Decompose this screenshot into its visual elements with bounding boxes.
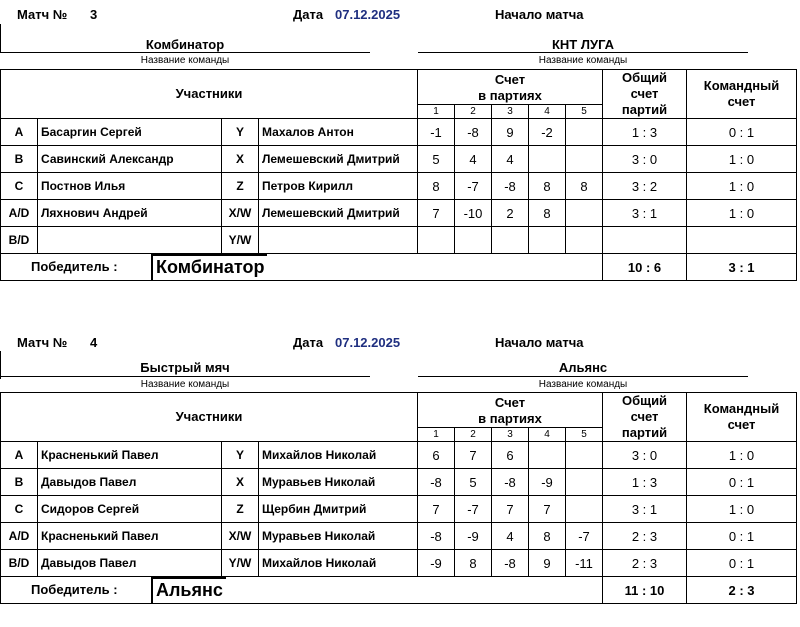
game-score (455, 227, 492, 254)
position-right: Z (222, 173, 259, 200)
player-right: Лемешевский Дмитрий (259, 200, 418, 227)
game-score: -11 (566, 550, 603, 577)
game-score: -8 (492, 550, 529, 577)
match-label: Матч № (17, 7, 68, 22)
player-left: Басаргин Сергей (38, 119, 222, 146)
total-header: Общий счет партий (603, 70, 687, 119)
team-left-caption: Название команды (140, 55, 230, 66)
game-score (492, 227, 529, 254)
winner-label: Победитель : (31, 582, 118, 597)
games-total: 3 : 0 (603, 442, 687, 469)
games-total (603, 227, 687, 254)
position-left: B/D (1, 227, 38, 254)
position-right: X (222, 146, 259, 173)
game-score (566, 119, 603, 146)
position-left: C (1, 173, 38, 200)
table-row (1, 550, 797, 577)
game-number: 4 (529, 428, 566, 442)
game-number: 5 (566, 428, 603, 442)
team-left-caption: Название команды (140, 379, 230, 390)
position-left: B/D (1, 550, 38, 577)
games-total: 3 : 1 (603, 200, 687, 227)
game-number: 2 (455, 105, 492, 119)
team-score: 0 : 1 (687, 469, 797, 496)
game-score: -1 (418, 119, 455, 146)
table-row (1, 227, 797, 254)
total-header: Общий счет партий (603, 393, 687, 442)
game-score: 5 (418, 146, 455, 173)
team-score: 1 : 0 (687, 200, 797, 227)
player-left: Сидоров Сергей (38, 496, 222, 523)
team-score-header: Командный счет (687, 393, 797, 442)
team-score: 1 : 0 (687, 496, 797, 523)
game-score: 9 (492, 119, 529, 146)
match-block (0, 0, 800, 300)
winner-label: Победитель : (31, 259, 118, 274)
player-left: Ляхнович Андрей (38, 200, 222, 227)
table-row (1, 173, 797, 200)
player-right: Михайлов Николай (259, 550, 418, 577)
game-score (566, 496, 603, 523)
table-cell (418, 577, 603, 604)
table-cell (1, 577, 418, 604)
game-score: 7 (529, 496, 566, 523)
game-score: 8 (566, 173, 603, 200)
game-number: 3 (492, 428, 529, 442)
position-left: A (1, 119, 38, 146)
winner-name: Альянс (151, 577, 226, 604)
start-label: Начало матча (495, 335, 584, 350)
player-left (38, 227, 222, 254)
score-table (0, 69, 797, 281)
score-table (0, 392, 797, 604)
game-score: 8 (529, 173, 566, 200)
player-right: Лемешевский Дмитрий (259, 146, 418, 173)
game-score: -8 (455, 119, 492, 146)
date-label: Дата (293, 335, 324, 350)
game-score (418, 227, 455, 254)
table-row (1, 146, 797, 173)
team-left-name: Комбинатор (145, 37, 225, 52)
games-total: 3 : 1 (603, 496, 687, 523)
table-row (1, 442, 797, 469)
table-row (1, 119, 797, 146)
game-score: 8 (455, 550, 492, 577)
participants-header: Участники (1, 393, 418, 442)
team-score (687, 227, 797, 254)
team-right-caption: Название команды (538, 55, 628, 66)
team-right-name: КНТ ЛУГА (551, 37, 615, 52)
game-score: 8 (529, 200, 566, 227)
match-number: 4 (90, 335, 98, 350)
game-number: 3 (492, 105, 529, 119)
player-right (259, 227, 418, 254)
game-score: 5 (455, 469, 492, 496)
game-score: -10 (455, 200, 492, 227)
team-score: 1 : 0 (687, 173, 797, 200)
player-right: Муравьев Николай (259, 523, 418, 550)
player-left: Давыдов Павел (38, 550, 222, 577)
team-right-caption: Название команды (538, 379, 628, 390)
table-row (1, 200, 797, 227)
game-score: 4 (492, 146, 529, 173)
team-score: 0 : 1 (687, 550, 797, 577)
game-score: 7 (455, 442, 492, 469)
game-score: -7 (455, 496, 492, 523)
team-score: 0 : 1 (687, 523, 797, 550)
date-value: 07.12.2025 (335, 7, 401, 22)
player-left: Постнов Илья (38, 173, 222, 200)
games-total: 3 : 2 (603, 173, 687, 200)
position-right: X (222, 469, 259, 496)
game-score: 4 (455, 146, 492, 173)
game-score (529, 146, 566, 173)
game-score: -8 (418, 523, 455, 550)
games-header: Счет в партиях (418, 393, 603, 428)
game-score: -9 (455, 523, 492, 550)
games-total: 2 : 3 (603, 550, 687, 577)
game-score: -8 (418, 469, 455, 496)
player-right: Михайлов Николай (259, 442, 418, 469)
player-right: Щербин Дмитрий (259, 496, 418, 523)
position-left: A/D (1, 523, 38, 550)
player-left: Красненький Павел (38, 523, 222, 550)
game-score: 7 (492, 496, 529, 523)
game-score: 8 (418, 173, 455, 200)
start-label: Начало матча (495, 7, 584, 22)
match-label: Матч № (17, 335, 68, 350)
game-number: 2 (455, 428, 492, 442)
position-right: Y/W (222, 550, 259, 577)
game-score: 7 (418, 496, 455, 523)
position-left: B (1, 469, 38, 496)
games-total: 1 : 3 (603, 469, 687, 496)
table-cell (418, 254, 603, 281)
player-right: Муравьев Николай (259, 469, 418, 496)
position-left: A/D (1, 200, 38, 227)
game-score: -7 (566, 523, 603, 550)
team-right-name: Альянс (558, 360, 608, 375)
game-score: -8 (492, 173, 529, 200)
game-score: -9 (418, 550, 455, 577)
total-games: 10 : 6 (603, 254, 687, 281)
game-score: -2 (529, 119, 566, 146)
game-score: -9 (529, 469, 566, 496)
position-left: B (1, 146, 38, 173)
game-score: -8 (492, 469, 529, 496)
position-right: Y/W (222, 227, 259, 254)
game-score: 6 (418, 442, 455, 469)
game-score: 6 (492, 442, 529, 469)
game-score (529, 227, 566, 254)
position-right: Y (222, 119, 259, 146)
position-right: X/W (222, 200, 259, 227)
game-score: -7 (455, 173, 492, 200)
player-right: Махалов Антон (259, 119, 418, 146)
game-number: 4 (529, 105, 566, 119)
game-number: 1 (418, 105, 455, 119)
team-score-header: Командный счет (687, 70, 797, 119)
winner-name: Комбинатор (151, 254, 267, 281)
position-right: Y (222, 442, 259, 469)
player-left: Савинский Александр (38, 146, 222, 173)
team-score: 1 : 0 (687, 146, 797, 173)
date-value: 07.12.2025 (335, 335, 401, 350)
position-left: C (1, 496, 38, 523)
game-score (566, 469, 603, 496)
player-left: Красненький Павел (38, 442, 222, 469)
participants-header: Участники (1, 70, 418, 119)
games-total: 3 : 0 (603, 146, 687, 173)
game-score (566, 227, 603, 254)
position-left: A (1, 442, 38, 469)
game-score (529, 442, 566, 469)
team-score: 1 : 0 (687, 442, 797, 469)
table-row (1, 496, 797, 523)
table-row (1, 523, 797, 550)
game-number: 1 (418, 428, 455, 442)
game-score (566, 146, 603, 173)
game-score: 8 (529, 523, 566, 550)
position-right: X/W (222, 523, 259, 550)
team-score: 0 : 1 (687, 119, 797, 146)
table-row (1, 469, 797, 496)
total-team: 3 : 1 (687, 254, 797, 281)
game-score: 2 (492, 200, 529, 227)
date-label: Дата (293, 7, 324, 22)
player-left: Давыдов Павел (38, 469, 222, 496)
winner-row (1, 254, 797, 281)
team-left-name: Быстрый мяч (140, 360, 230, 375)
game-number: 5 (566, 105, 603, 119)
player-right: Петров Кирилл (259, 173, 418, 200)
total-games: 11 : 10 (603, 577, 687, 604)
game-score: 9 (529, 550, 566, 577)
games-total: 2 : 3 (603, 523, 687, 550)
game-score: 7 (418, 200, 455, 227)
position-right: Z (222, 496, 259, 523)
game-score (566, 442, 603, 469)
game-score (566, 200, 603, 227)
match-number: 3 (90, 7, 98, 22)
total-team: 2 : 3 (687, 577, 797, 604)
table-cell (1, 254, 418, 281)
games-header: Счет в партиях (418, 70, 603, 105)
games-total: 1 : 3 (603, 119, 687, 146)
match-block (0, 327, 800, 627)
game-score: 4 (492, 523, 529, 550)
winner-row (1, 577, 797, 604)
